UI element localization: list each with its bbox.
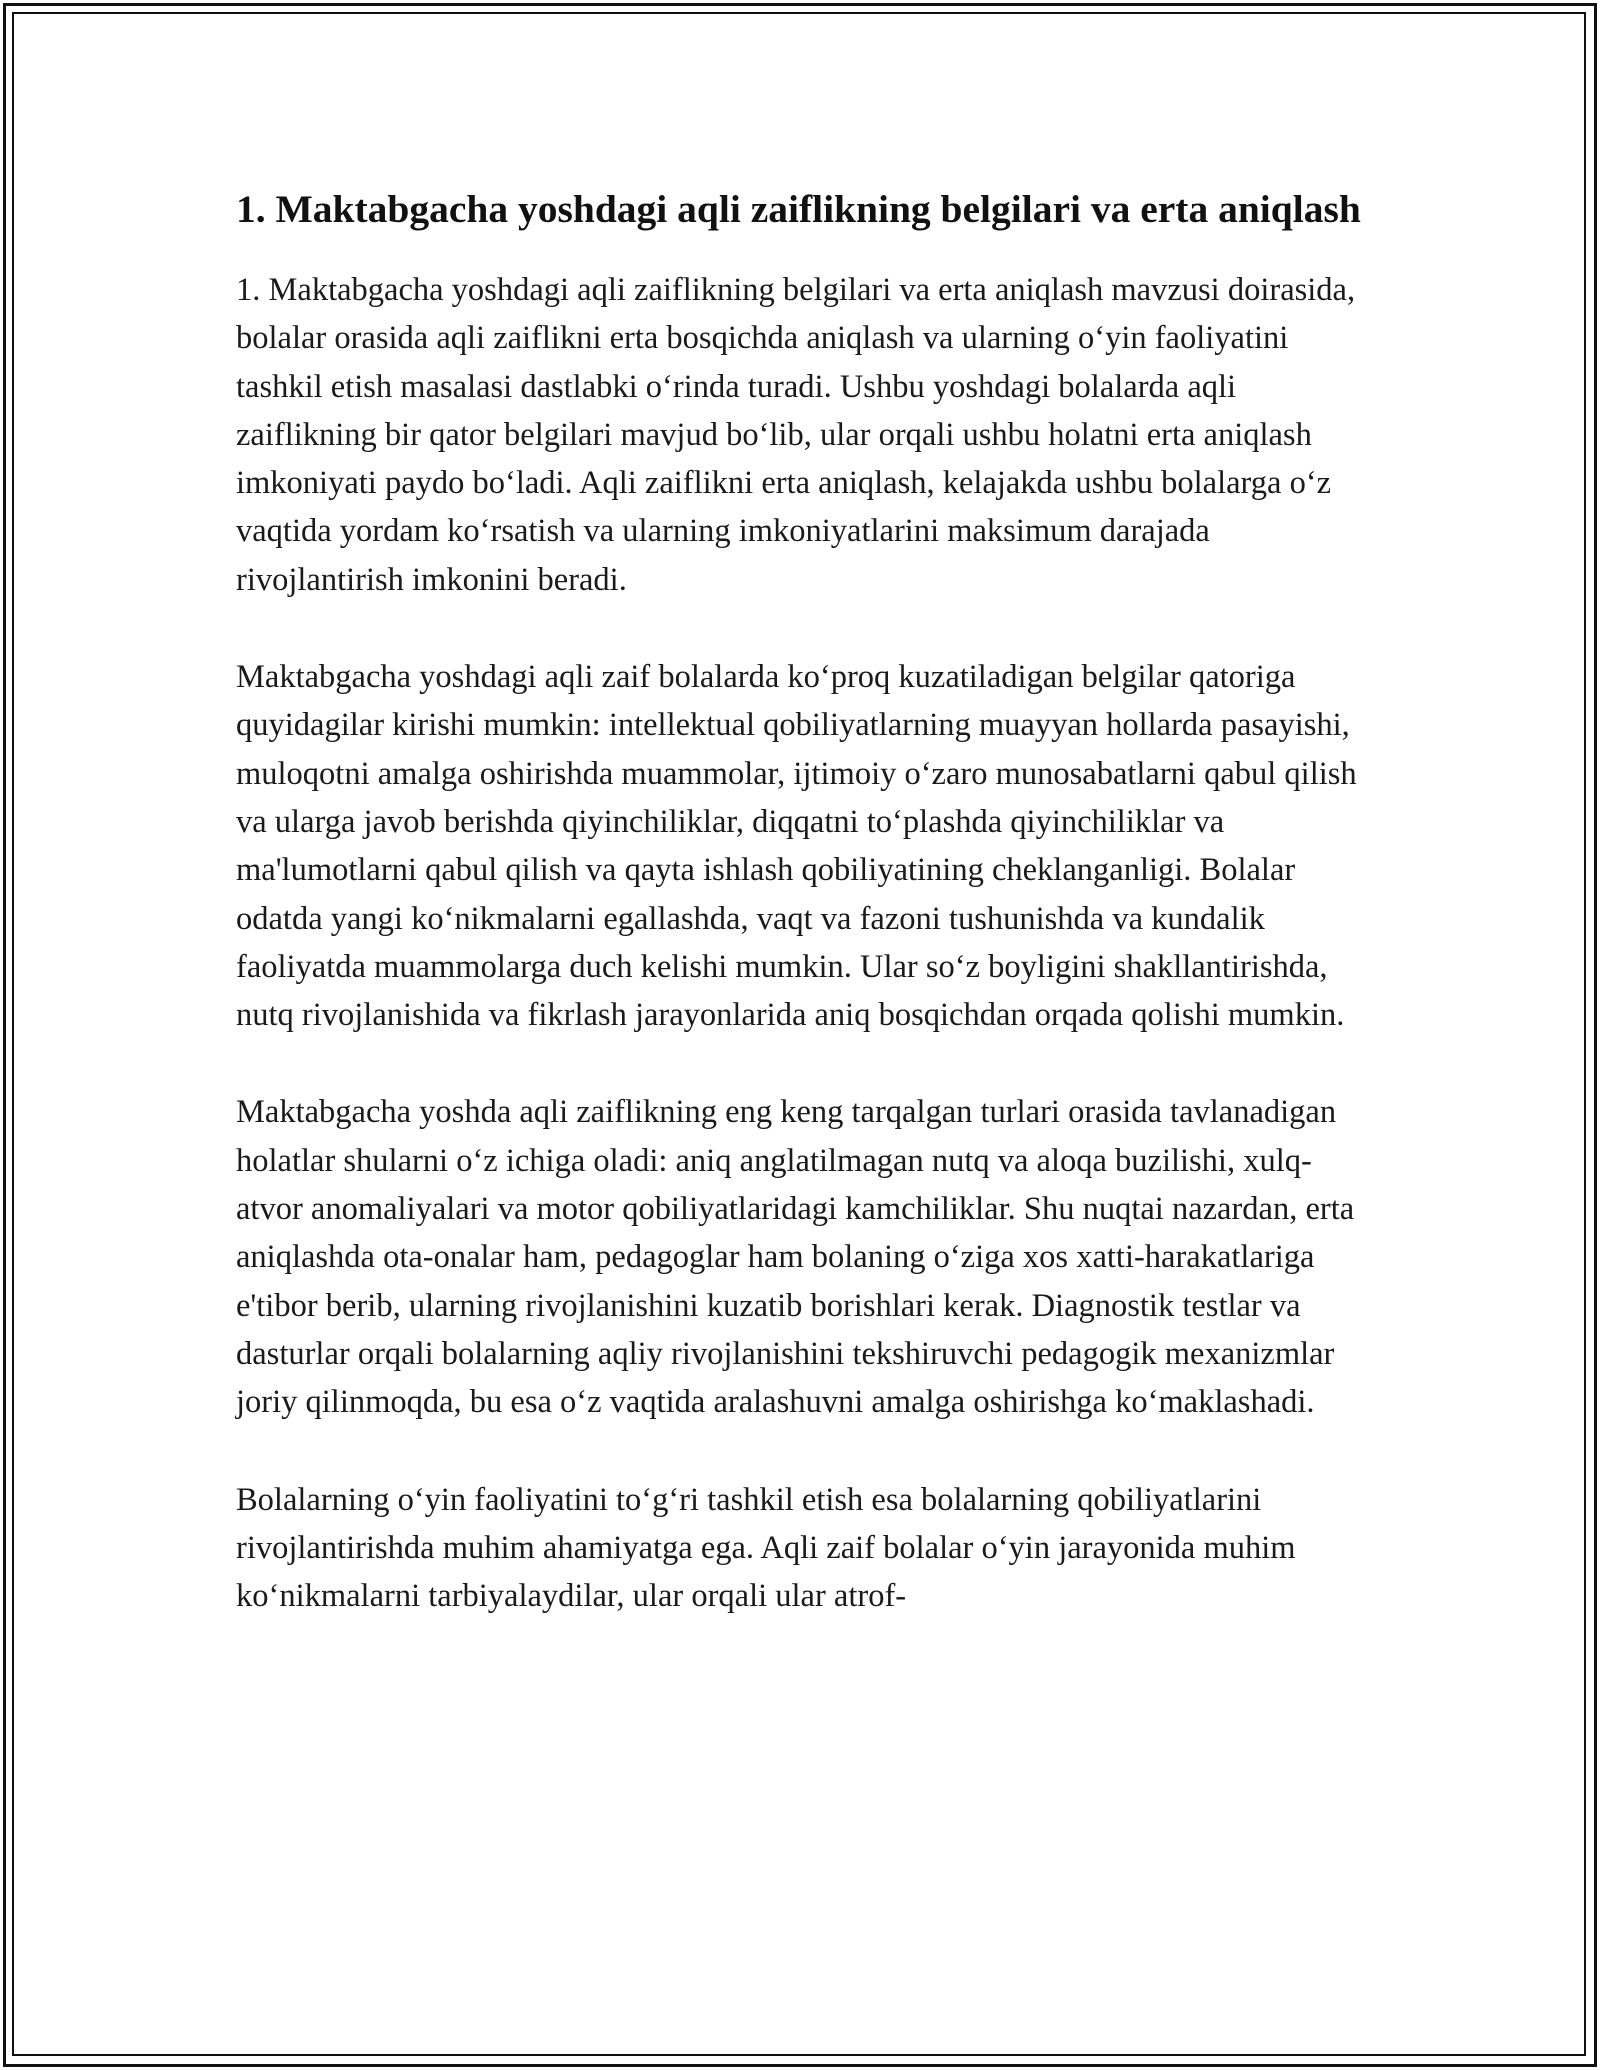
- page-title: 1. Maktabgacha yoshdagi aqli zaiflikning belgilari va erta aniqlash: [236, 187, 1361, 231]
- document-body: [236, 182, 1366, 1620]
- paragraph-1: 1. Maktabgacha yoshdagi aqli zaiflikning belgilari va erta aniqlash mavzusi doirasida, bolalar orasida aqli zaiflikni erta bosqichda aniqlash va ularning o‘yin faoliyatini tashkil etish masalasi dastlabki o‘rinda turadi. Ushbu yoshdagi bolalarda aqli zaiflikning bir qator belgilari mavjud bo‘lib, ular orqali ushbu holatni erta aniqlash imkoniyati paydo bo‘ladi. Aqli zaiflikni erta aniqlash, kelajakda ushbu bolalarga o‘z vaqtida yordam ko‘rsatish va ularning imkoniyatlarini maksimum darajada rivojlantirish imkonini beradi.: [236, 272, 1356, 598]
- paragraph-2: Maktabgacha yoshdagi aqli zaif bolalarda ko‘proq kuzatiladigan belgilar qatoriga quyidagilar kirishi mumkin: intellektual qobiliyatlarning muayyan hollarda pasayishi, muloqotni amalga oshirishda muammolar, ijtimoiy o‘zaro munosabatlarni qabul qilish va ularga javob berishda qiyinchiliklar, diqqatni to‘plashda qiyinchiliklar va ma'lumotlarni qabul qilish va qayta ishlash qobiliyatining cheklanganligi. Bolalar odatda yangi ko‘nikmalarni egallashda, vaqt va fazoni tushunishda va kundalik faoliyatda muammolarga duch kelishi mumkin. Ular so‘z boyligini shakllantirishda, nutq rivojlanishida va fikrlash jarayonlarida aniq bosqichdan orqada qolishi mumkin.: [236, 659, 1357, 1034]
- paragraph-4: Bolalarning o‘yin faoliyatini to‘g‘ri tashkil etish esa bolalarning qobiliyatlarini rivojlantirishda muhim ahamiyatga ega. Aqli zaif bolalar o‘yin jarayonida muhim ko‘nikmalarni tarbiyalaydilar, ular orqali ular atrof-: [236, 1481, 1296, 1615]
- paragraph-3: Maktabgacha yoshda aqli zaiflikning eng keng tarqalgan turlari orasida tavlanadigan holatlar shularni o‘z ichiga oladi: aniq anglatilmagan nutq va aloqa buzilishi, xulq-atvor anomaliyalari va motor qobiliyatlaridagi kamchiliklar. Shu nuqtai nazardan, erta aniqlashda ota-onalar ham, pedagoglar ham bolaning o‘ziga xos xatti-harakatlariga e'tibor berib, ularning rivojlanishini kuzatib borishlari kerak. Diagnostik testlar va dasturlar orqali bolalarning aqliy rivojlanishini tekshiruvchi pedagogik mexanizmlar joriy qilinmoqda, bu esa o‘z vaqtida aralashuvni amalga oshirishga ko‘maklashadi.: [236, 1094, 1355, 1421]
